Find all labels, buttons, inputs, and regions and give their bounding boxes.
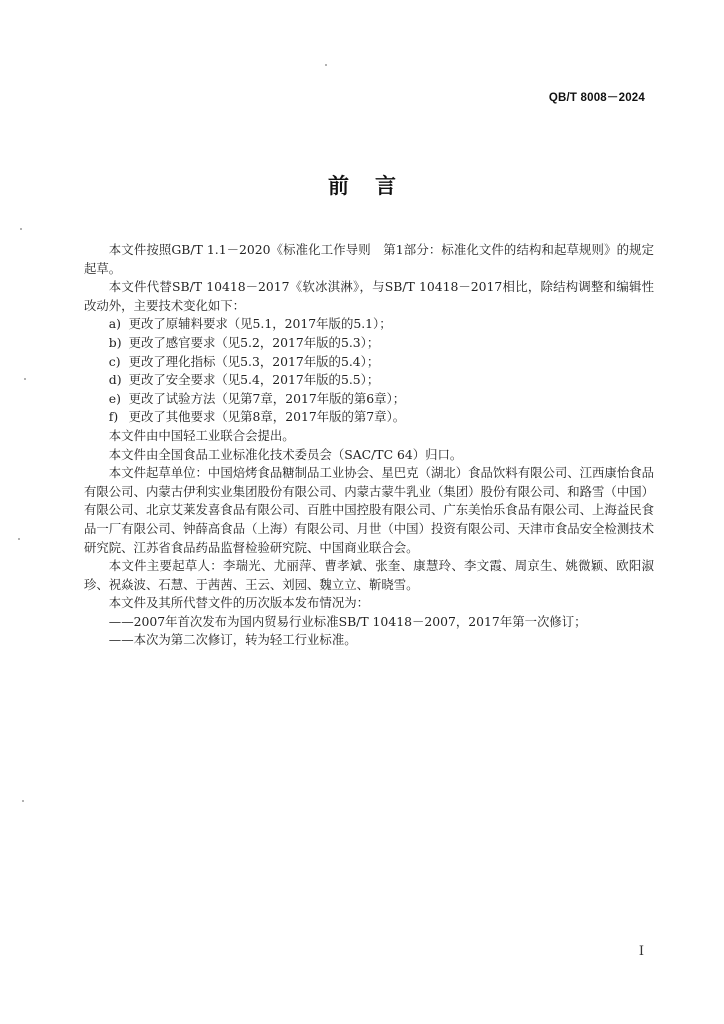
- list-item-marker: a): [108, 316, 122, 332]
- scan-speck: [24, 378, 26, 380]
- list-item-text: 更改了其他要求（见第8章，2017年版的第7章）。: [128, 409, 406, 425]
- page-title: 前言: [328, 173, 422, 198]
- standard-code: QB/T 8008－2024: [548, 92, 645, 104]
- list-item: [84, 390, 654, 409]
- list-item-marker: e): [108, 390, 121, 406]
- history-intro-paragraph: 本文件及其所代替文件的历次版本发布情况为：: [108, 595, 369, 611]
- list-item: [84, 408, 654, 427]
- list-item: [84, 371, 654, 390]
- list-item-text: 更改了原辅料要求（见5.1，2017年版的5.1）；: [128, 316, 392, 332]
- history-item: ——本次为第二次修订，转为轻工行业标准。: [108, 632, 357, 648]
- list-item-text: 更改了理化指标（见5.3，2017年版的5.4）；: [128, 353, 380, 369]
- scan-speck: [325, 64, 327, 66]
- drafters-paragraph: 本文件主要起草人：李瑞光、尤丽萍、曹孝斌、张奎、康慧玲、李文霞、周京生、姚微颖、欧阳淑珍、祝焱波、石慧、于茜茜、王云、刘园、魏立立、靳晓雪。: [84, 558, 654, 592]
- basis-paragraph: 本文件按照GB/T 1.1－2020《标准化工作导则 第1部分：标准化文件的结构和起草规则》的规定起草。: [84, 242, 654, 276]
- list-item-text: 更改了安全要求（见5.4，2017年版的5.5）；: [128, 372, 380, 388]
- list-item: [84, 334, 654, 353]
- proposed-by-paragraph: 本文件由中国轻工业联合会提出。: [108, 427, 295, 443]
- scan-speck: [20, 228, 22, 230]
- list-item-text: 更改了感官要求（见5.2，2017年版的5.3）；: [128, 334, 380, 350]
- list-item-marker: d): [108, 372, 122, 388]
- list-item-marker: b): [108, 334, 122, 350]
- list-item-marker: c): [108, 353, 121, 369]
- page-number: I: [638, 944, 644, 959]
- list-item: [84, 315, 654, 334]
- scan-speck: [22, 800, 24, 802]
- history-item: ——2007年首次发布为国内贸易行业标准SB/T 10418－2007，2017年第一次修订；: [108, 613, 587, 629]
- scan-speck: [18, 538, 20, 540]
- drafting-units-paragraph: 本文件起草单位：中国焙烤食品糖制品工业协会、星巴克（湖北）食品饮料有限公司、江西康怡食品有限公司、内蒙古伊利实业集团股份有限公司、内蒙古蒙牛乳业（集团）股份有限公司、和路雪（中国）有限公司、北京艾莱发喜食品有限公司、百胜中国控股有限公司、广东美怡乐食品有限公司、上海益民食品一厂有限公司、钟薛高食品（上海）有限公司、月世（中国）投资有限公司、天津市食品安全检测技术研究院、江苏省食品药品监督检验研究院、中国商业联合会。: [84, 465, 654, 555]
- list-item: [84, 353, 654, 372]
- list-item-marker: f): [108, 409, 119, 425]
- replaces-paragraph: 本文件代替SB/T 10418－2017《软冰淇淋》，与SB/T 10418－2017相比，除结构调整和编辑性改动外，主要技术变化如下：: [84, 279, 654, 313]
- foreword-body: [84, 241, 654, 650]
- list-item-text: 更改了试验方法（见第7章，2017年版的第6章）；: [128, 390, 406, 406]
- managed-by-paragraph: 本文件由全国食品工业标准化技术委员会（SAC/TC 64）归口。: [108, 446, 463, 462]
